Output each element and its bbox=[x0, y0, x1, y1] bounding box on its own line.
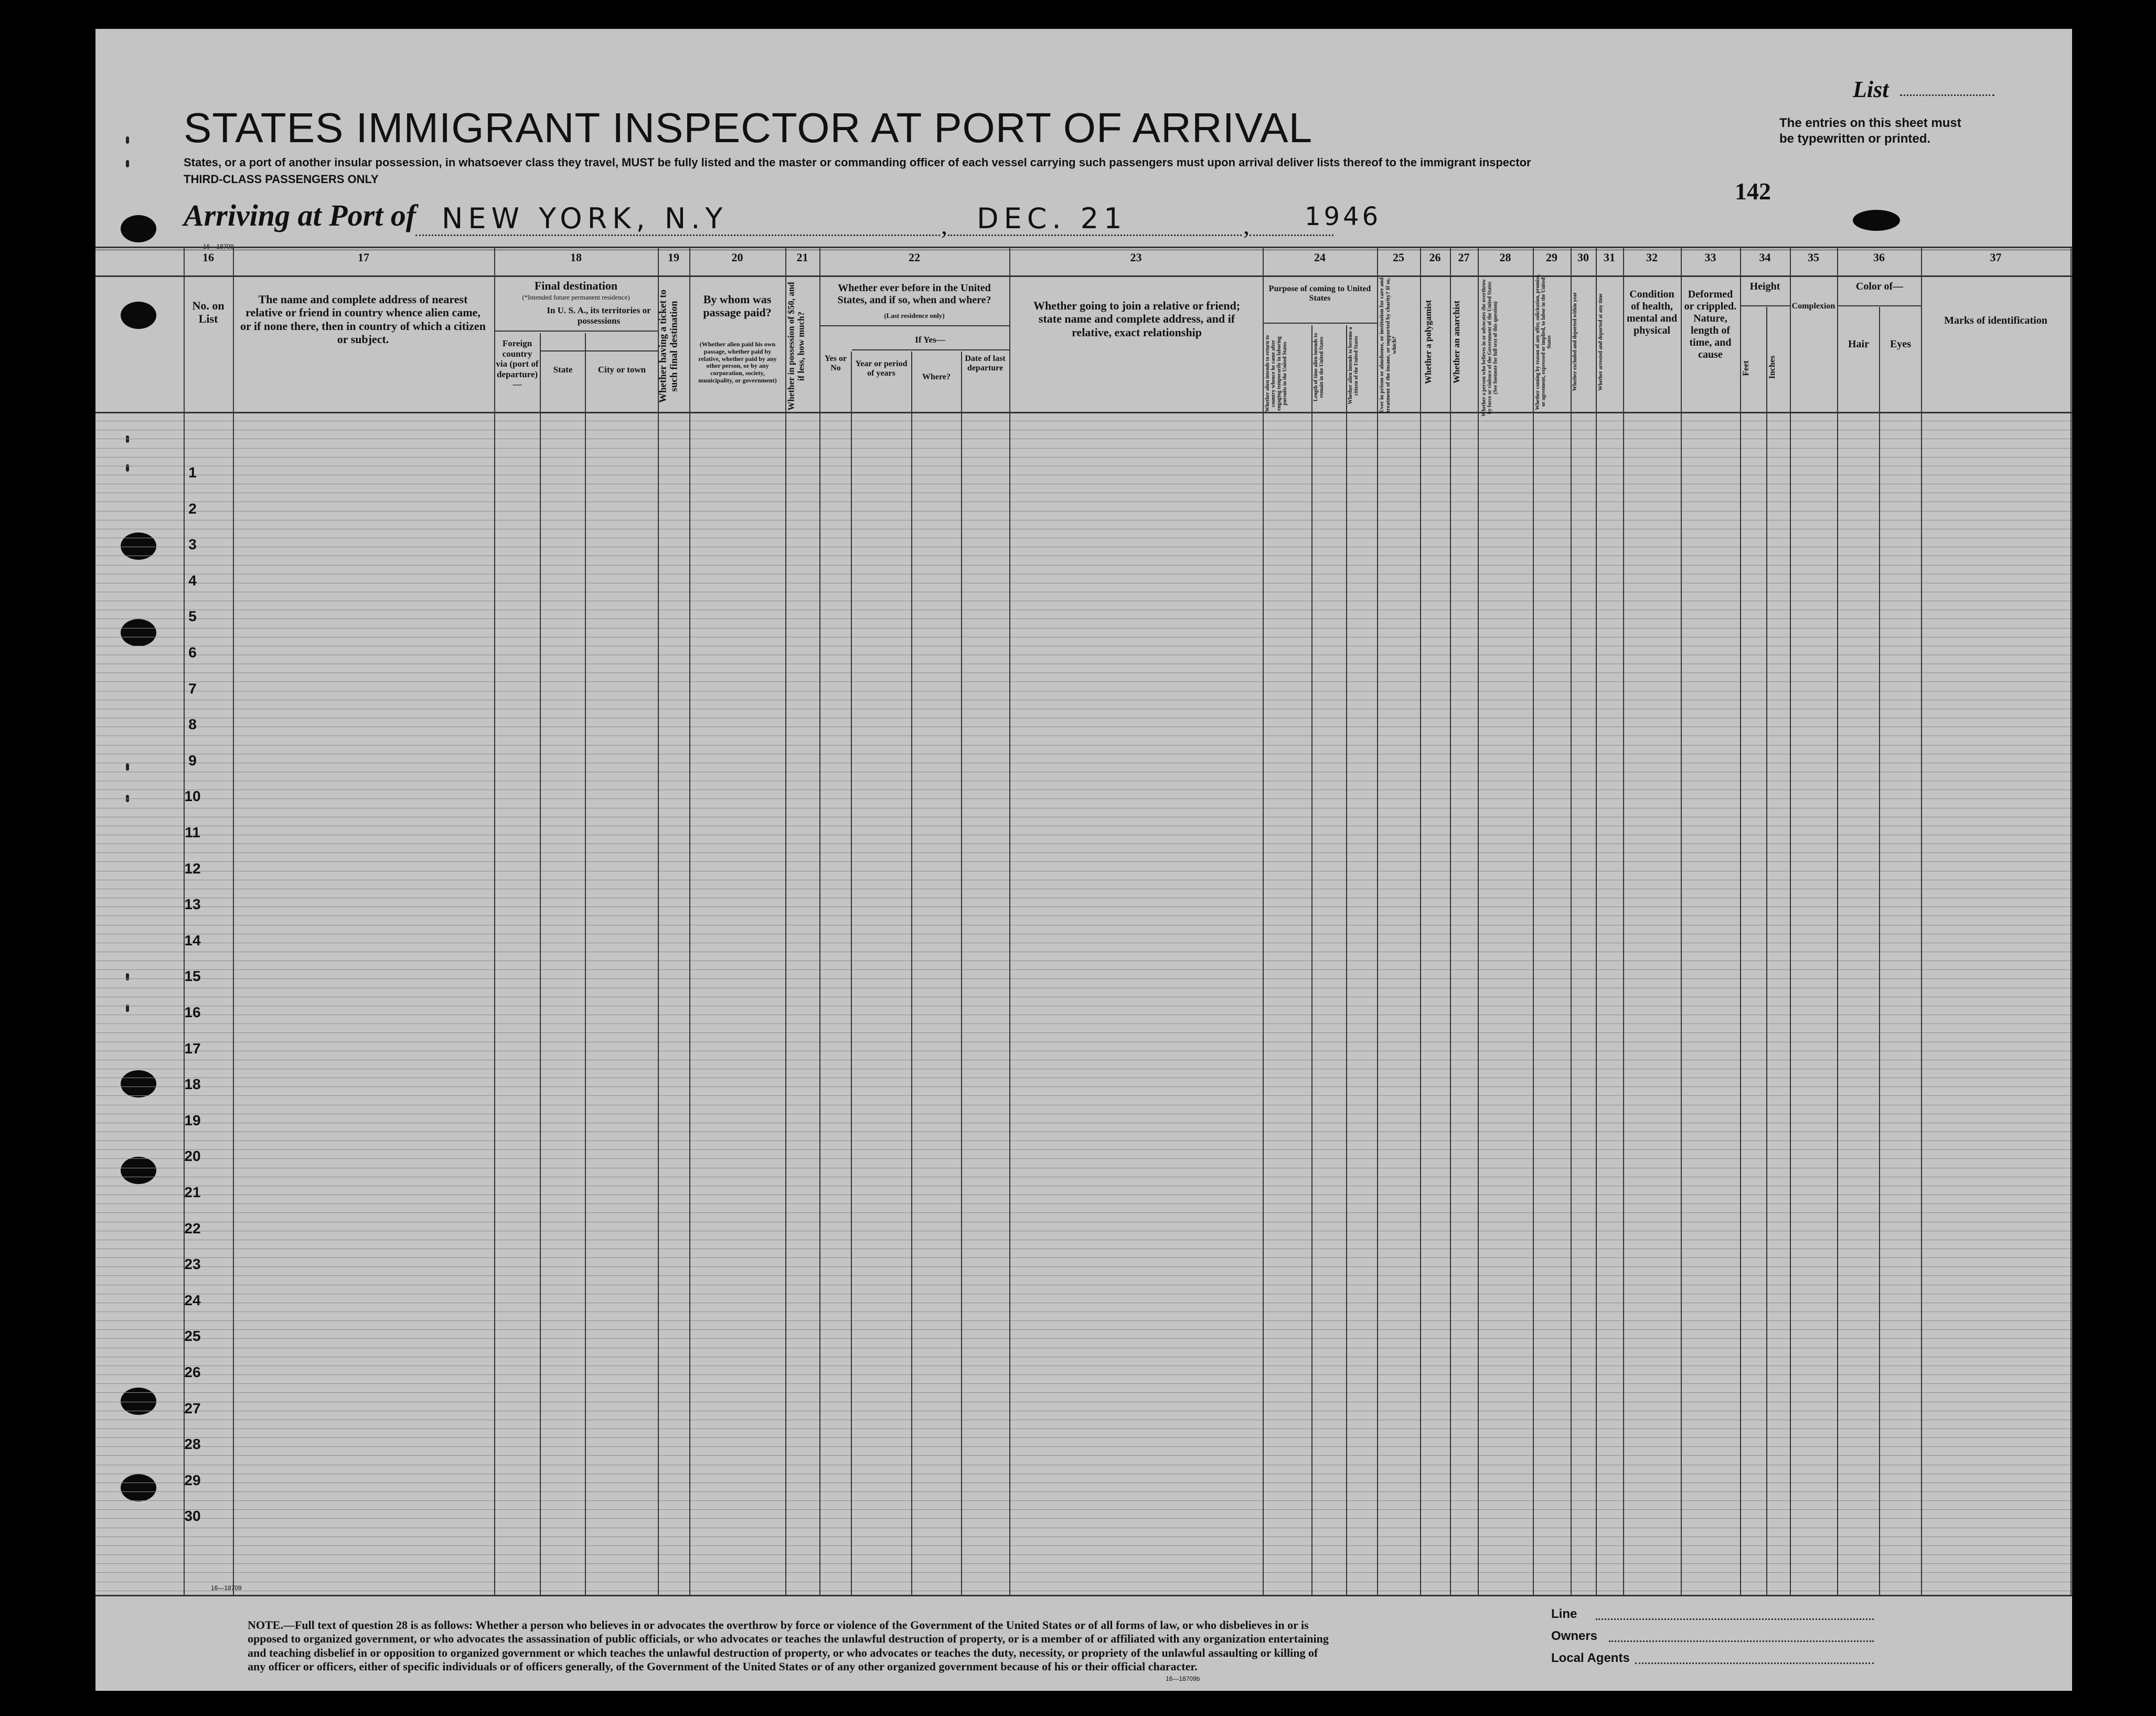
row-number: 2 bbox=[188, 500, 197, 517]
ruled-line bbox=[95, 1491, 2072, 1492]
hdr-join-relative: Whether going to join a relative or friend; state name and complete address, and if relative, exact relationship bbox=[1033, 299, 1241, 339]
year-field-line bbox=[1250, 235, 1333, 236]
col-num: 32 bbox=[1646, 251, 1658, 264]
line-field bbox=[1596, 1618, 1874, 1620]
col-num: 23 bbox=[1130, 251, 1142, 264]
hdr-purpose-c: Whether alien intends to become a citizen of the United States bbox=[1348, 327, 1359, 404]
ruled-line bbox=[95, 1509, 2072, 1510]
row-number: 29 bbox=[184, 1472, 201, 1488]
hdr-feet: Feet bbox=[1742, 360, 1751, 376]
ruled-line bbox=[95, 978, 2072, 979]
year-value: 1946 bbox=[1305, 202, 1382, 231]
col-num: 26 bbox=[1429, 251, 1441, 264]
col-line bbox=[1681, 247, 1682, 1595]
local-agents-field bbox=[1635, 1662, 1874, 1664]
hdr-condition: Condition of health, mental and physical bbox=[1626, 289, 1678, 336]
column-number-line bbox=[95, 275, 2072, 277]
hdr-col27: Whether an anarchist bbox=[1451, 300, 1461, 384]
list-field-line bbox=[1900, 94, 1994, 96]
comma: , bbox=[941, 212, 947, 240]
col-line bbox=[1346, 325, 1347, 1595]
owners-label: Owners bbox=[1551, 1629, 1598, 1643]
ruled-line bbox=[95, 1374, 2072, 1375]
ruled-line bbox=[95, 861, 2072, 862]
col-line bbox=[1263, 247, 1264, 1595]
entries-note-line1: The entries on this sheet must bbox=[1779, 116, 1961, 130]
hdr-final-destination: Final destination bbox=[534, 279, 618, 292]
row-number: 10 bbox=[184, 788, 201, 804]
col-line bbox=[658, 247, 659, 1595]
col-num: 29 bbox=[1546, 251, 1557, 264]
ruled-line bbox=[95, 852, 2072, 853]
col-num: 27 bbox=[1458, 251, 1470, 264]
col-line bbox=[1790, 247, 1791, 1595]
hdr-final-destination-note: (*Intended future permanent residence) bbox=[522, 293, 630, 301]
ruled-line bbox=[95, 1158, 2072, 1159]
sub-header-line bbox=[541, 350, 658, 351]
ruled-line bbox=[95, 1572, 2072, 1573]
hdr-date-last-departure: Date of last departure bbox=[965, 354, 1006, 373]
col-line bbox=[1837, 247, 1838, 1595]
row-number: 30 bbox=[184, 1508, 201, 1524]
sub-header-line bbox=[820, 325, 1009, 326]
hdr-col26: Whether a polygamist bbox=[1423, 300, 1433, 385]
col-num: 18 bbox=[570, 251, 582, 264]
ruled-line bbox=[95, 915, 2072, 916]
col-line bbox=[1377, 247, 1378, 1595]
hdr-no-on-list: No. on List bbox=[192, 299, 225, 326]
ruled-line bbox=[95, 448, 2072, 449]
ruled-line bbox=[95, 1329, 2072, 1330]
ruled-line bbox=[95, 1383, 2072, 1384]
hdr-ever-before-note: (Last residence only) bbox=[884, 312, 945, 319]
ruled-line bbox=[95, 1437, 2072, 1438]
ruled-line bbox=[95, 1554, 2072, 1555]
col-line bbox=[1009, 247, 1010, 1595]
local-agents-label: Local Agents bbox=[1551, 1651, 1630, 1665]
col-line bbox=[1740, 247, 1741, 1595]
col-num: 24 bbox=[1314, 251, 1326, 264]
ruled-line bbox=[95, 1257, 2072, 1258]
table-bottom-line bbox=[95, 1595, 2072, 1596]
col-num: 36 bbox=[1873, 251, 1885, 264]
col-num: 33 bbox=[1704, 251, 1716, 264]
table-top-line bbox=[95, 247, 2072, 248]
arriving-label: Arriving at Port of bbox=[184, 198, 417, 232]
ruled-line bbox=[95, 1518, 2072, 1519]
col-line bbox=[1879, 307, 1880, 1595]
row-number: 25 bbox=[184, 1328, 201, 1344]
col-num: 35 bbox=[1808, 251, 1819, 264]
owners-field bbox=[1609, 1640, 1874, 1642]
ruled-line bbox=[95, 1455, 2072, 1456]
hdr-col25: Ever in prison or almshouse, or institution for care and treatment of the insane, or supported by charity? If so, which? bbox=[1379, 277, 1398, 413]
col-num: 31 bbox=[1604, 251, 1615, 264]
col-line bbox=[851, 351, 852, 1595]
row-number: 18 bbox=[184, 1076, 201, 1092]
row-number: 24 bbox=[184, 1292, 201, 1308]
col-line bbox=[1311, 325, 1312, 1595]
row-number: 28 bbox=[184, 1436, 201, 1452]
col-num: 19 bbox=[668, 251, 679, 264]
form-number-bottom: 16—18709 bbox=[211, 1584, 242, 1592]
footnote: NOTE.—Full text of question 28 is as follows: Whether a person who believes in or advocates the overthrow by force or violence of the Government of the United States or of all forms of law, or who disbelieves in or is opposed to organized government, or who advocates the assassination of public officials, or who advocates or teaches the unlawful destruction of property, or is a member of or affiliated with any organization entertaining and teaching disbelief in or opposition to organized government or which teaches the unlawful destruction of property, or who advocates or teaches the duty, necessity, or propriety of the unlawful assaulting or killing of any officer or officers, either of specific individuals or of officers generally, of the Government of the United States or of any other organized government because of his or their official character. bbox=[248, 1618, 1329, 1674]
hdr-col31: Whether arrested and deported at any time bbox=[1598, 293, 1604, 391]
row-number: 22 bbox=[184, 1220, 201, 1237]
col-line bbox=[540, 333, 541, 1595]
col-line bbox=[1596, 247, 1597, 1595]
hdr-col30: Whether excluded and deported within year bbox=[1572, 292, 1578, 391]
hdr-complexion: Complexion bbox=[1791, 302, 1835, 311]
subtitle-line1: States, or a port of another insular possession, in whatsoever class they travel, MUST be fully listed and the master or commanding officer of each vessel carrying such passengers must upon arrival deliver lists thereof to the immigrant inspector bbox=[184, 156, 1531, 169]
ruled-line bbox=[95, 1338, 2072, 1339]
hdr-purpose-a: Whether alien intends to return to country whence he came after engaging temporarily in laboring pursuits in the United States bbox=[1265, 335, 1288, 412]
col-num: 34 bbox=[1759, 251, 1771, 264]
col-line bbox=[1478, 247, 1479, 1595]
ruled-line bbox=[95, 798, 2072, 799]
page-title: STATES IMMIGRANT INSPECTOR AT PORT OF ARRIVAL bbox=[184, 104, 1313, 151]
hdr-purpose-b: Length of time alien intends to remain in the United States bbox=[1313, 333, 1325, 402]
sub-header-line bbox=[495, 331, 658, 332]
ruled-line bbox=[95, 1563, 2072, 1564]
row-number: 4 bbox=[188, 572, 197, 589]
hdr-if-yes: If Yes— bbox=[915, 335, 945, 345]
col-line bbox=[819, 247, 820, 1595]
col-line bbox=[494, 247, 495, 1595]
col-line bbox=[233, 247, 234, 1595]
punch-hole bbox=[121, 215, 156, 242]
page-number: 142 bbox=[1735, 178, 1771, 205]
col-num: 17 bbox=[358, 251, 369, 264]
ruled-line bbox=[95, 1086, 2072, 1087]
ruled-line bbox=[95, 1392, 2072, 1393]
row-number: 7 bbox=[188, 680, 197, 697]
ruled-line bbox=[95, 969, 2072, 970]
form-number-note: 16—18709b bbox=[1166, 1675, 1200, 1682]
hdr-ticket: Whether having a ticket to such final destination bbox=[657, 289, 680, 403]
col-line bbox=[1420, 247, 1421, 1595]
col-line bbox=[689, 247, 690, 1595]
hdr-col28: Whether a person who believes in or advocates the overthrow by force or violence of the Government of the United States (See footnote for full text of this question) bbox=[1481, 279, 1499, 417]
speck bbox=[126, 160, 129, 167]
hdr-col29: Whether coming by reason of any offer, solicitation, promise, or agreement, expressed or implied, to labor in the United States bbox=[1535, 274, 1552, 410]
hdr-eyes: Eyes bbox=[1890, 338, 1911, 350]
hdr-state: State bbox=[553, 365, 573, 375]
col-num: 21 bbox=[796, 251, 808, 264]
hdr-deformed: Deformed or crippled. Nature, length of time, and cause bbox=[1684, 289, 1737, 360]
row-number: 8 bbox=[188, 716, 197, 732]
col-line bbox=[1921, 247, 1922, 1595]
ruled-line bbox=[95, 1500, 2072, 1501]
col-num: 22 bbox=[909, 251, 920, 264]
row-number: 14 bbox=[184, 932, 201, 948]
row-number: 5 bbox=[188, 608, 197, 624]
hdr-by-whom: By whom was passage paid? bbox=[703, 293, 772, 319]
ruled-line bbox=[95, 1266, 2072, 1267]
row-number: 9 bbox=[188, 752, 197, 769]
col-line bbox=[184, 247, 185, 1595]
col-num: 20 bbox=[731, 251, 743, 264]
col-line bbox=[1571, 247, 1572, 1595]
row-number: 15 bbox=[184, 968, 201, 984]
entries-note-line2: be typewritten or printed. bbox=[1779, 132, 1931, 146]
comma: , bbox=[1243, 212, 1250, 240]
ink-blot bbox=[1853, 210, 1900, 231]
row-number: 11 bbox=[185, 824, 200, 840]
col-line bbox=[785, 247, 786, 1595]
hdr-height: Height bbox=[1749, 281, 1780, 292]
port-value: NEW YORK, N.Y bbox=[442, 202, 728, 235]
row-number: 17 bbox=[184, 1040, 201, 1057]
row-number: 26 bbox=[184, 1364, 201, 1380]
col-line bbox=[2070, 247, 2072, 1595]
hdr-by-whom-note: (Whether alien paid his own passage, whether paid by relative, whether paid by any other person, or by any corporation, society, municipality, or government) bbox=[698, 340, 777, 384]
speck bbox=[126, 136, 129, 144]
row-number: 3 bbox=[188, 536, 197, 552]
manifest-sheet bbox=[95, 29, 2072, 1691]
row-number: 1 bbox=[188, 464, 197, 481]
col-num: 37 bbox=[1990, 251, 2002, 264]
hdr-city: City or town bbox=[597, 365, 646, 375]
hdr-name-address: The name and complete address of nearest relative or friend in country whence alien came, or if none there, then in country of which a citizen or subject. bbox=[240, 293, 486, 346]
hdr-where: Where? bbox=[922, 372, 951, 381]
ruled-line bbox=[95, 681, 2072, 682]
ruled-line bbox=[95, 565, 2072, 566]
col-num: 25 bbox=[1393, 251, 1404, 264]
ruled-line bbox=[95, 1212, 2072, 1213]
row-number: 6 bbox=[188, 644, 197, 660]
row-number: 19 bbox=[184, 1112, 201, 1128]
col-line bbox=[961, 351, 962, 1595]
col-num: 30 bbox=[1577, 251, 1589, 264]
ruled-line bbox=[95, 1275, 2072, 1276]
hdr-possession: Whether in possession of $50, and if less, how much? bbox=[786, 282, 806, 411]
line-label: Line bbox=[1551, 1607, 1577, 1621]
col-line bbox=[1533, 247, 1534, 1595]
col-line bbox=[911, 351, 912, 1595]
hdr-ever-before: Whether ever before in the United States, and if so, when and where? bbox=[837, 282, 991, 306]
row-number: 12 bbox=[184, 860, 201, 877]
hdr-color-of: Color of— bbox=[1855, 281, 1904, 292]
sub-header-line bbox=[1741, 305, 1790, 306]
col-line bbox=[585, 333, 586, 1595]
sub-header-line bbox=[852, 349, 1009, 350]
ruled-line bbox=[95, 1320, 2072, 1321]
header-bottom-line bbox=[95, 412, 2072, 413]
row-number: 16 bbox=[184, 1004, 201, 1020]
row-number: 23 bbox=[184, 1256, 201, 1272]
col-num: 28 bbox=[1499, 251, 1511, 264]
row-number: 21 bbox=[184, 1184, 201, 1200]
ruled-line bbox=[95, 1032, 2072, 1033]
ruled-line bbox=[95, 1095, 2072, 1096]
hdr-year-period: Year or period of years bbox=[855, 359, 908, 378]
hdr-foreign-country: Foreign country via (port of departure)— bbox=[496, 338, 539, 390]
ruled-line bbox=[95, 1203, 2072, 1204]
hdr-hair: Hair bbox=[1848, 338, 1869, 350]
row-number: 27 bbox=[184, 1400, 201, 1416]
ruled-line bbox=[95, 1446, 2072, 1447]
hdr-in-usa: In U. S. A., its territories or possessions bbox=[547, 305, 651, 326]
col-num: 16 bbox=[202, 251, 214, 264]
col-line bbox=[1623, 247, 1624, 1595]
hdr-purpose: Purpose of coming to United States bbox=[1268, 284, 1371, 303]
col-line bbox=[1450, 247, 1451, 1595]
hdr-marks: Marks of identification bbox=[1944, 315, 2047, 326]
hdr-inches: Inches bbox=[1768, 355, 1777, 379]
ruled-line bbox=[95, 1149, 2072, 1150]
row-number: 20 bbox=[184, 1148, 201, 1164]
manifest-table bbox=[95, 247, 2072, 1595]
col-line bbox=[1766, 307, 1767, 1595]
hdr-yes-no: Yes or No bbox=[824, 354, 847, 373]
row-number: 13 bbox=[184, 896, 201, 912]
sub-header-line bbox=[1838, 305, 1921, 306]
subtitle-line2: THIRD-CLASS PASSENGERS ONLY bbox=[184, 173, 379, 186]
date-value: DEC. 21 bbox=[977, 202, 1127, 235]
list-label: List bbox=[1853, 77, 1889, 102]
